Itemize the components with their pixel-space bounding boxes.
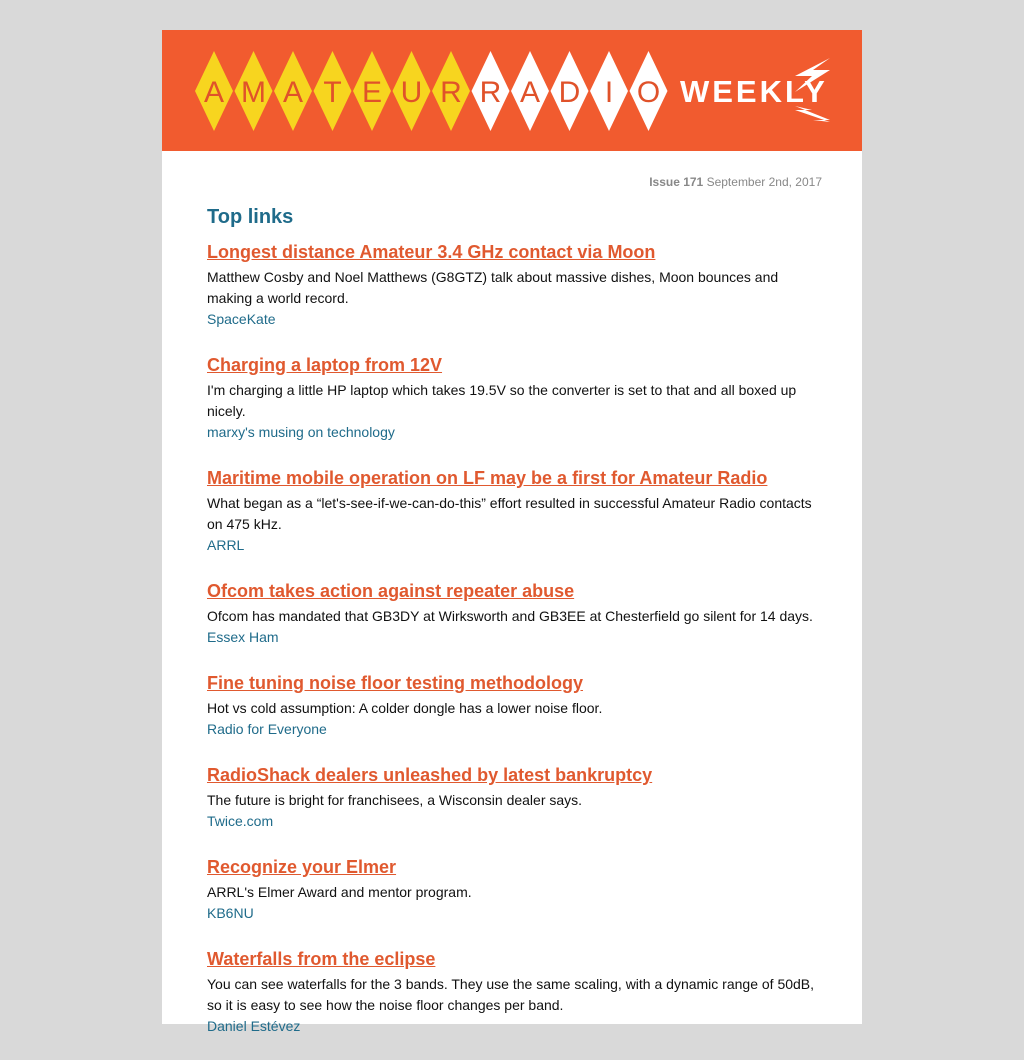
logo-letter: R [440, 76, 462, 109]
logo-weekly-word: WEEKLY [680, 74, 828, 109]
story-item [207, 671, 817, 740]
story-title-link[interactable]: Recognize your Elmer [207, 857, 397, 877]
logo-letter: A [282, 76, 304, 109]
story-item [207, 466, 817, 556]
story-source[interactable]: SpaceKate [207, 311, 276, 327]
story-description: You can see waterfalls for the 3 bands. They use the same scaling, with a dynamic range of 50dB, so it is easy to see how the noise floor changes per band. [207, 976, 815, 1013]
story-description: I'm charging a little HP laptop which takes 19.5V so the converter is set to that and all boxed up nicely. [207, 382, 797, 419]
story-description: ARRL's Elmer Award and mentor program. [207, 884, 472, 900]
issue-number: Issue 171 [649, 175, 704, 189]
logo-letter: T [323, 76, 342, 109]
issue-info [649, 175, 822, 189]
story-description: Hot vs cold assumption: A colder dongle has a lower noise floor. [207, 700, 603, 716]
story-item [207, 240, 817, 330]
logo-letter: R [479, 76, 502, 109]
logo-letter: M [241, 76, 266, 109]
story-source[interactable]: KB6NU [207, 905, 254, 921]
logo-diamonds [195, 51, 668, 131]
logo-letter: A [519, 76, 541, 109]
newsletter-sheet [162, 30, 862, 1034]
section-title: Top links [207, 206, 294, 228]
story-source[interactable]: Essex Ham [207, 629, 279, 645]
story-description: The future is bright for franchisees, a Wisconsin dealer says. [207, 792, 583, 808]
story-source[interactable]: Daniel Estévez [207, 1018, 301, 1034]
header-banner [162, 30, 862, 151]
story-description: Matthew Cosby and Noel Matthews (G8GTZ) talk about massive dishes, Moon bounces and making a world record. [207, 269, 779, 306]
story-title-link[interactable]: Ofcom takes action against repeater abuse [207, 581, 575, 601]
story-description: What began as a “let's-see-if-we-can-do-this” effort resulted in successful Amateur Radio contacts on 475 kHz. [207, 495, 812, 532]
story-title-link[interactable]: Waterfalls from the eclipse [207, 949, 436, 969]
logo-letter: O [636, 76, 661, 109]
story-title-link[interactable]: Charging a laptop from 12V [207, 355, 443, 375]
story-source[interactable]: Twice.com [207, 813, 274, 829]
story-item [207, 353, 817, 443]
story-source[interactable]: ARRL [207, 537, 245, 553]
story-item [207, 947, 817, 1037]
logo-graphic [162, 30, 862, 151]
story-description: Ofcom has mandated that GB3DY at Wirksworth and GB3EE at Chesterfield go silent for 14 days. [207, 608, 813, 624]
logo-letter: E [361, 76, 383, 109]
story-source[interactable]: Radio for Everyone [207, 721, 327, 737]
logo-letter: A [203, 76, 225, 109]
issue-date: September 2nd, 2017 [706, 175, 822, 189]
story-source[interactable]: marxy's musing on technology [207, 424, 395, 440]
logo-letter: I [604, 76, 614, 109]
story-title-link[interactable]: Maritime mobile operation on LF may be a first for Amateur Radio [207, 468, 768, 488]
logo-letter: D [558, 76, 581, 109]
main-content [207, 205, 817, 1060]
story-item [207, 763, 817, 832]
story-title-link[interactable]: Longest distance Amateur 3.4 GHz contact via Moon [207, 242, 656, 262]
story-title-link[interactable]: Fine tuning noise floor testing methodology [207, 673, 583, 693]
logo-letter: U [400, 76, 423, 109]
story-item [207, 579, 817, 648]
story-item [207, 855, 817, 924]
story-title-link[interactable]: RadioShack dealers unleashed by latest bankruptcy [207, 765, 653, 785]
